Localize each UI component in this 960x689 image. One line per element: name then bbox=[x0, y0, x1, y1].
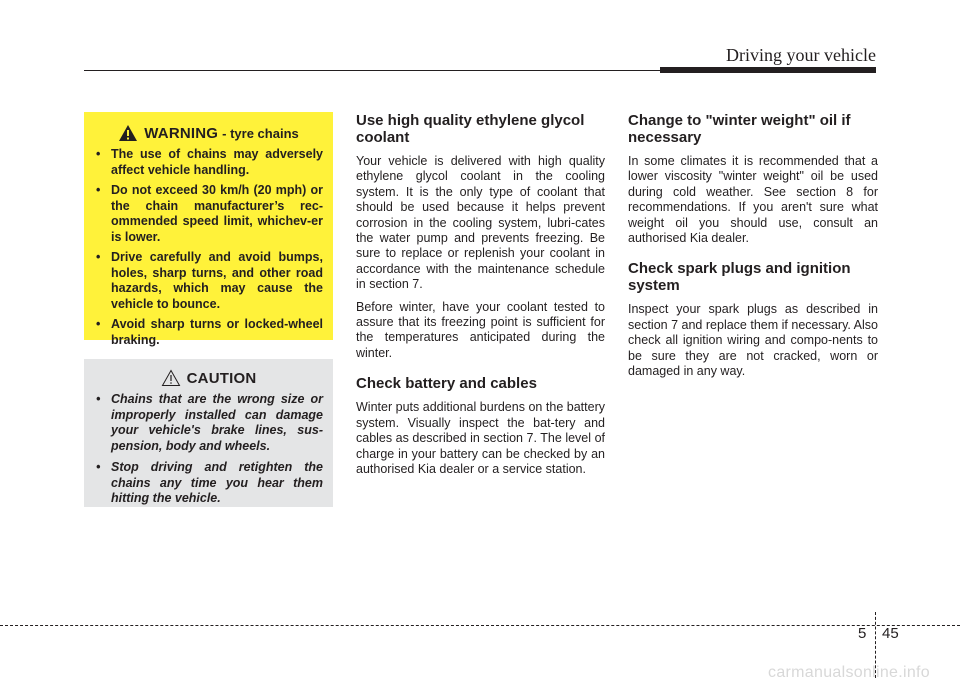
caution-box bbox=[84, 359, 333, 507]
warning-title: WARNING bbox=[144, 124, 219, 142]
warning-subtitle: - tyre chains bbox=[222, 125, 299, 141]
oil-heading: Change to "winter weight" oil if necessary bbox=[628, 112, 851, 146]
caution-item: • Chains that are the wrong size or improperly installed can damage your vehicle's brake lines, sus-pension, body and wheels. bbox=[94, 392, 323, 454]
spark-paragraph: Inspect your spark plugs as described in section 7 and replace them if necessary. Also check all ignition wiring and compo-nents to be sure they are not cracked, worn or damaged in any way. bbox=[628, 302, 878, 379]
header-title: Driving your vehicle bbox=[726, 45, 876, 65]
spark-heading: Check spark plugs and ignition system bbox=[628, 260, 851, 295]
column-right bbox=[628, 112, 878, 393]
battery-paragraph: Winter puts additional burdens on the battery system. Visually inspect the bat-tery and cables as described in section 7. The level of charge in your battery can be checked by an authorised Kia dealer or a service station. bbox=[356, 400, 605, 476]
header-rule-thick bbox=[660, 67, 876, 73]
coolant-section bbox=[356, 112, 605, 361]
warning-header bbox=[94, 124, 323, 142]
header-rule bbox=[84, 70, 660, 71]
spark-section bbox=[628, 260, 878, 379]
chapter-number: 5 bbox=[858, 625, 867, 642]
caution-item: • Stop driving and retighten the chains any time you hear them hitting the vehicle. bbox=[94, 460, 323, 507]
warning-item: • Drive carefully and avoid bumps, holes, sharp turns, and other road hazards, which may cause the vehicle to bounce. bbox=[94, 250, 323, 312]
caution-title: CAUTION bbox=[186, 369, 257, 387]
page-number: 45 bbox=[882, 625, 899, 642]
warning-item: • Avoid sharp turns or locked-wheel braking. bbox=[94, 317, 323, 348]
caution-list bbox=[94, 392, 323, 507]
warning-icon bbox=[118, 124, 138, 142]
caution-header bbox=[94, 369, 323, 387]
column-middle bbox=[356, 112, 605, 491]
warning-list bbox=[94, 147, 323, 348]
battery-section bbox=[356, 375, 605, 477]
oil-paragraph: In some climates it is recommended that a lower viscosity "winter weight" oil be used during cold weather. See section 8 for recommendations. If you aren't sure what weight oil you should use, consult an authorised Kia dealer. bbox=[628, 154, 878, 246]
coolant-paragraph-2: Before winter, have your coolant tested to assure that its freezing point is sufficient for the temperatures anticipated during the winter. bbox=[356, 299, 605, 360]
coolant-heading: Use high quality ethylene glycol coolant bbox=[356, 112, 585, 146]
warning-item: • The use of chains may adversely affect vehicle handling. bbox=[94, 147, 323, 178]
warning-box bbox=[84, 112, 333, 347]
coolant-paragraph-1: Your vehicle is delivered with high quality ethylene glycol coolant in the cooling system. It is the only type of coolant that should be used because it helps prevent corrosion in the cooling system, lubri-cates the water pump and prevents freezing. Be sure to replace or replenish your coolant in accordance with the maintenance schedule in section 7. bbox=[356, 154, 605, 292]
caution-icon bbox=[161, 369, 181, 387]
watermark: carmanualsonline.info bbox=[768, 664, 930, 681]
column-left bbox=[84, 112, 333, 507]
footer-rule bbox=[0, 625, 960, 626]
battery-heading: Check battery and cables bbox=[356, 375, 537, 393]
warning-item: • Do not exceed 30 km/h (20 mph) or the chain manufacturer’s rec-ommended speed limit, whichev-er is lower. bbox=[94, 183, 323, 245]
oil-section bbox=[628, 112, 878, 246]
